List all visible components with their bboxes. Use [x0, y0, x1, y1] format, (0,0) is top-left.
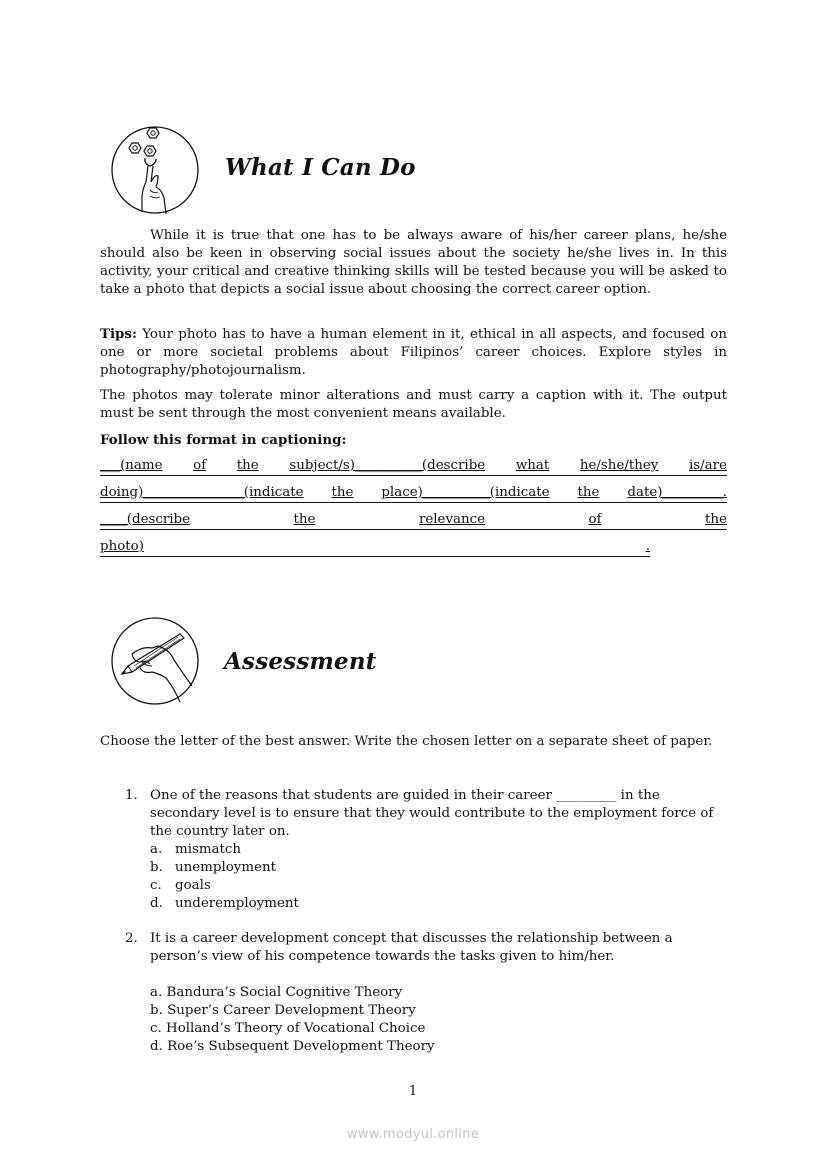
assessment-instructions: Choose the letter of the best answer. Write the chosen letter on a separate sheet of paper.: [100, 734, 713, 749]
question-number: 1.: [125, 788, 138, 803]
option-c[interactable]: c. Holland’s Theory of Vocational Choice: [150, 1021, 426, 1036]
caption-word: of: [588, 512, 602, 527]
option-letter: a.: [150, 842, 163, 857]
question-text: It is a career development concept that discusses the relationship between a person’s view of his competence towards the tasks given to him/her.: [150, 931, 673, 964]
question-number: 2.: [125, 931, 138, 946]
question-2-stem: [125, 930, 725, 966]
caption-word: ____(describe: [100, 512, 191, 527]
caption-word: what: [515, 458, 550, 473]
option-text: underemployment: [175, 896, 299, 911]
option-letter: c.: [150, 878, 162, 893]
caption-format: [100, 449, 727, 557]
page-number: 1: [408, 1084, 418, 1099]
caption-word: relevance: [418, 512, 486, 527]
option-c[interactable]: [125, 877, 725, 895]
caption-word: date)_________.: [627, 485, 727, 500]
caption-word: the: [236, 458, 259, 473]
question-1: [125, 787, 725, 913]
caption-word: is/are: [688, 458, 727, 473]
caption-word: he/she/they: [579, 458, 659, 473]
caption-word: ___(name: [100, 458, 163, 473]
photos-note-block: [100, 387, 727, 423]
option-a[interactable]: [125, 841, 725, 859]
caption-line-4: [100, 530, 650, 557]
option-text: mismatch: [175, 842, 242, 857]
question-2: [125, 930, 725, 1056]
caption-word: the: [577, 485, 600, 500]
tips-label: Tips:: [100, 326, 137, 342]
caption-word: place)__________(indicate: [381, 485, 550, 500]
caption-word: photo): [100, 539, 144, 554]
question-1-stem: [125, 787, 725, 841]
section-title-what-i-can-do: What I Can Do: [225, 154, 416, 181]
tips-block: [100, 325, 727, 380]
option-a[interactable]: a. Bandura’s Social Cognitive Theory: [150, 985, 403, 1000]
option-text: unemployment: [175, 860, 276, 875]
pencil-hand-icon: [110, 616, 200, 706]
option-d[interactable]: d. Roe’s Subsequent Development Theory: [150, 1039, 435, 1054]
caption-line-3: [100, 503, 727, 530]
option-letter: d.: [150, 896, 163, 911]
option-b[interactable]: [125, 859, 725, 877]
option-letter: b.: [150, 860, 163, 875]
photos-note: The photos may tolerate minor alterations and must carry a caption with it. The output must be sent through the most convenient means available.: [100, 388, 727, 421]
wrench-hand-icon: [110, 124, 200, 214]
option-d[interactable]: [125, 895, 725, 913]
format-heading: Follow this format in captioning:: [100, 432, 347, 448]
option-text: goals: [175, 878, 211, 893]
caption-word: the: [705, 512, 727, 527]
watermark: www.modyul.online: [346, 1127, 480, 1142]
section-title-assessment: Assessment: [224, 648, 377, 675]
question-text: One of the reasons that students are guided in their career _________ in the secondary level is to ensure that they would contribute to the employment force of the country later on.: [150, 788, 714, 839]
caption-line-1: [100, 449, 727, 476]
caption-word: doing)_______________(indicate: [100, 485, 304, 500]
spacer: [125, 966, 725, 984]
option-b[interactable]: b. Super’s Career Development Theory: [150, 1003, 416, 1018]
caption-word: of: [193, 458, 207, 473]
tips-paragraph: [100, 325, 727, 380]
caption-line-2: [100, 476, 727, 503]
intro-paragraph: While it is true that one has to be always aware of his/her career plans, he/she should also be keen in observing social issues about the society he/she lives in. In this activity, your critical and creative thinking skills will be tested because you will be asked to take a photo that depicts a social issue about choosing the correct career option.: [100, 228, 727, 297]
tips-text: Your photo has to have a human element in it, ethical in all aspects, and focused on one or more societal problems about Filipinos’ career choices. Explore styles in photography/photojournalism.: [100, 327, 727, 378]
caption-word: .: [645, 539, 650, 554]
caption-word: the: [331, 485, 354, 500]
caption-word: subject/s)__________(describe: [289, 458, 486, 473]
activity-intro: [100, 227, 727, 299]
caption-word: the: [293, 512, 316, 527]
